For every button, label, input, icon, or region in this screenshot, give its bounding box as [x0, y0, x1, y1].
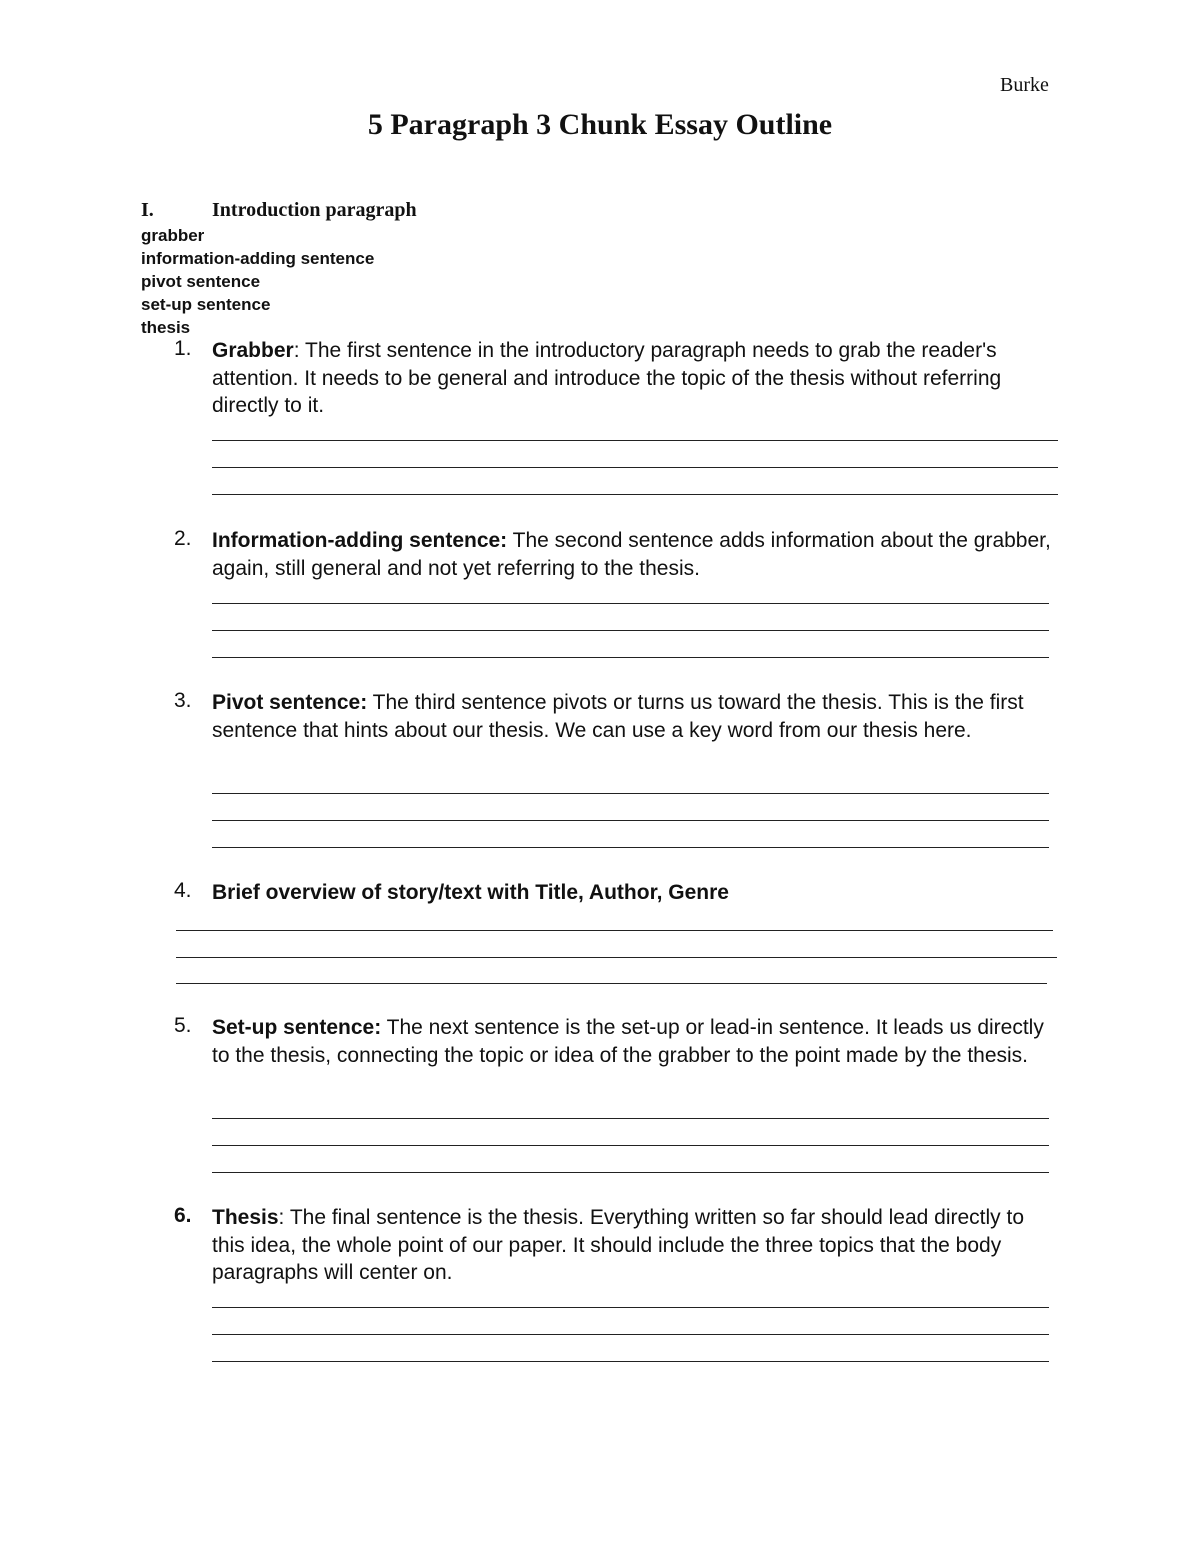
list-item-overview [212, 879, 1062, 907]
keyword-list [141, 224, 374, 339]
list-item-thesis [212, 1204, 1062, 1287]
list-item-set-up [212, 1014, 1062, 1069]
item-text: The next sentence is the set-up or lead-in sentence. It leads us directly to the thesis, connecting the topic or idea of the grabber to the point made by the thesis. [212, 1016, 1044, 1067]
section-title: Introduction paragraph [212, 199, 417, 221]
writing-line[interactable] [212, 657, 1049, 658]
writing-line[interactable] [212, 1334, 1049, 1335]
writing-line[interactable] [212, 1361, 1049, 1362]
item-label: Pivot sentence: [212, 691, 368, 714]
item-label: Set-up sentence: [212, 1016, 382, 1039]
item-number: 3. [174, 689, 192, 712]
keyword-grabber: grabber [141, 226, 205, 245]
author-name: Burke [1000, 74, 1049, 96]
item-label: Thesis [212, 1206, 279, 1229]
item-label: Brief overview of story/text with Title, Author, Genre [212, 881, 729, 904]
writing-line[interactable] [212, 820, 1049, 821]
item-label: Information-adding sentence: [212, 529, 508, 552]
writing-line[interactable] [212, 494, 1058, 495]
keyword-thesis: thesis [141, 318, 191, 337]
item-label: Grabber [212, 339, 294, 362]
section-number: I. [141, 199, 154, 221]
writing-line[interactable] [176, 930, 1053, 931]
writing-line[interactable] [176, 957, 1057, 958]
list-item-pivot [212, 689, 1062, 744]
writing-line[interactable] [212, 1172, 1049, 1173]
writing-line[interactable] [212, 440, 1058, 441]
item-text: : The first sentence in the introductory paragraph needs to grab the reader's attention. It needs to be general and introduce the topic of the thesis without referring directly to it. [212, 339, 1002, 417]
item-number: 2. [174, 527, 192, 550]
keyword-set-up: set-up sentence [141, 295, 271, 314]
item-number: 6. [174, 1204, 192, 1227]
writing-line[interactable] [212, 1145, 1049, 1146]
item-number: 1. [174, 337, 192, 360]
item-text: The third sentence pivots or turns us toward the thesis. This is the first sentence that hints about our thesis. We can use a key word from our thesis here. [212, 691, 1024, 742]
item-text: : The final sentence is the thesis. Everything written so far should lead directly to this idea, the whole point of our paper. It should include the three topics that the body paragraphs will center on. [212, 1206, 1025, 1284]
item-number: 4. [174, 879, 192, 902]
writing-line[interactable] [212, 847, 1049, 848]
writing-line[interactable] [212, 603, 1049, 604]
writing-line[interactable] [212, 1307, 1049, 1308]
writing-line[interactable] [212, 1118, 1049, 1119]
writing-line[interactable] [212, 793, 1049, 794]
writing-line[interactable] [212, 630, 1049, 631]
writing-line[interactable] [176, 983, 1047, 984]
keyword-pivot: pivot sentence [141, 272, 261, 291]
item-number: 5. [174, 1014, 192, 1037]
writing-line[interactable] [212, 467, 1058, 468]
list-item-information-adding [212, 527, 1062, 582]
list-item-grabber [212, 337, 1062, 420]
keyword-information-adding: information-adding sentence [141, 249, 375, 268]
page-title: 5 Paragraph 3 Chunk Essay Outline [367, 108, 833, 141]
item-text: The second sentence adds information about the grabber, again, still general and not yet referring to the thesis. [212, 529, 1051, 580]
